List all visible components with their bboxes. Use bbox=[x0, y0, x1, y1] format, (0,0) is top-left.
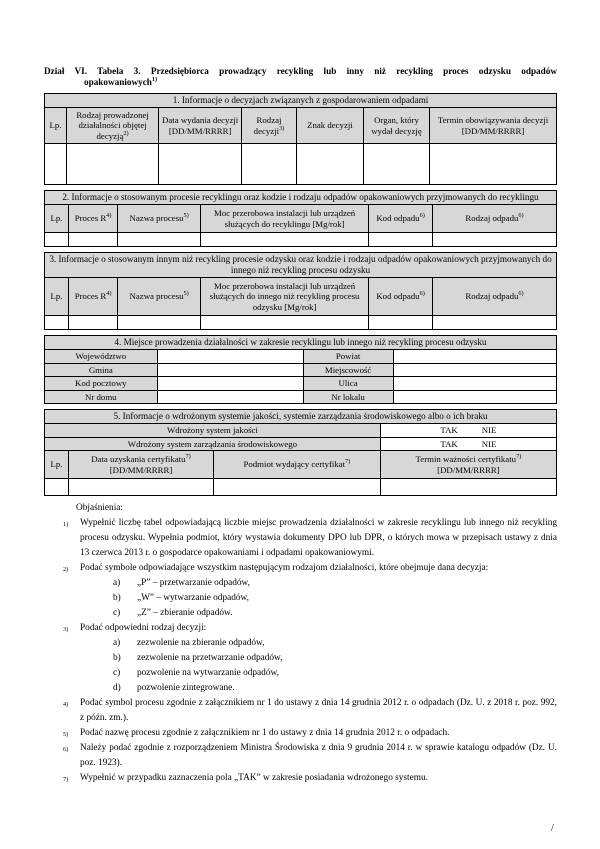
footnote-text: Wypełnić w przypadku zaznaczenia pola „TAK” w zakresie posiadania wdrożonego systemu. bbox=[80, 773, 428, 783]
table1-header-row bbox=[45, 108, 557, 144]
yes-option: TAK bbox=[440, 425, 458, 435]
field-kod-pocztowy bbox=[157, 377, 303, 391]
label-wojewodztwo: Województwo bbox=[45, 350, 158, 364]
table-business-location bbox=[44, 335, 557, 404]
label-nr-lokalu: Nr lokalu bbox=[303, 390, 393, 404]
footnote-marker: 7) bbox=[63, 776, 69, 783]
footnote-5 bbox=[63, 726, 557, 741]
footnote-2-item-b: b) „W” – wytwarzanie odpadów, bbox=[113, 593, 249, 603]
label-quality-system: Wdrożony system jakości bbox=[45, 424, 381, 438]
empty-data-cell bbox=[69, 233, 118, 247]
table-other-recovery-process bbox=[44, 252, 557, 330]
section4-header: 4. Miejsce prowadzenia działalności w zakresie recyklingu lub innego niż recykling procesu odzysku bbox=[45, 336, 557, 350]
label-miejscowosc: Miejscowość bbox=[303, 363, 393, 377]
page-title-line2 bbox=[44, 77, 557, 88]
label-kod-pocztowy: Kod pocztowy bbox=[45, 377, 158, 391]
footnote-text: Podać symbol procesu zgodnie z załącznikiem nr 1 do ustawy z dnia 14 grudnia 2012 r. o odpadach (Dz. U. z 2018 r. poz. 992, z późn. zm.). bbox=[80, 698, 557, 723]
t3-col-process-r: Proces $R^{4)}$ bbox=[69, 278, 118, 316]
empty-data-cell bbox=[159, 144, 242, 185]
page-title bbox=[44, 66, 557, 88]
t2-col-process-name: Nazwa procesu$^{5)}$ bbox=[118, 205, 201, 233]
empty-data-cell bbox=[67, 144, 159, 185]
footnote-marker: 5) bbox=[63, 731, 69, 738]
table-quality-systems bbox=[44, 409, 557, 496]
empty-data-cell bbox=[433, 233, 557, 247]
section2-header: 2. Informacje o stosowanym procesie recyklingu oraz kodzie i rodzaju odpadów opakowaniowych przyjmowanych do recyklingu bbox=[45, 191, 557, 205]
t1-col-decision-type: Rodzaj decyzji$^{3)}$ bbox=[242, 108, 297, 144]
address-row bbox=[45, 377, 557, 391]
table1-empty-row bbox=[45, 144, 557, 185]
section5-header-row bbox=[45, 410, 557, 424]
section4-header-row bbox=[45, 336, 557, 350]
footnote-1 bbox=[63, 516, 557, 561]
field-miejscowosc bbox=[393, 363, 556, 377]
t3-col-waste-type: Rodzaj odpadu$^{6)}$ bbox=[433, 278, 557, 316]
footnote-text: Podać nazwę procesu zgodnie z załącznikiem nr 1 do ustawy z dnia 14 grudnia 2012 r. o odpadach. bbox=[80, 728, 450, 738]
footnote-2 bbox=[63, 561, 557, 621]
table2-empty-row bbox=[45, 233, 557, 247]
footnote-3-item-d: d) pozwolenie zintegrowane. bbox=[113, 683, 235, 693]
env-system-choice bbox=[380, 437, 556, 451]
footnote-6 bbox=[63, 741, 557, 771]
section3-header-row bbox=[45, 253, 557, 278]
no-option: NIE bbox=[481, 438, 497, 449]
t2-col-capacity: Moc przerobowa instalacji lub urządzeń służących do recyklingu [Mg/rok] bbox=[201, 205, 369, 233]
t1-col-activity-type: Rodzaj prowadzonej działalności objętej decyzją$^{2)}$ bbox=[67, 108, 159, 144]
footnote-text: Należy podać zgodnie z rozporządzeniem Ministra Środowiska z dnia 9 grudnia 2014 r. w sprawie katalogu odpadów (Dz. U. poz. 1923). bbox=[80, 743, 557, 768]
t1-col-validity-term: Termin obowiązywania decyzji [DD/MM/RRRR] bbox=[430, 108, 557, 144]
footnote-2-item-a: a) „P” – przetwarzanie odpadów, bbox=[113, 578, 250, 588]
page-content bbox=[44, 66, 557, 786]
footnote-3 bbox=[63, 621, 557, 696]
table3-empty-row bbox=[45, 316, 557, 330]
field-nr-domu bbox=[157, 390, 303, 404]
page-title-line2-text: opakowaniowych bbox=[84, 77, 152, 87]
t3-col-waste-code: Kod odpadu$^{6)}$ bbox=[369, 278, 433, 316]
footnote-3-item-b: b) zezwolenie na przetwarzanie odpadów, bbox=[113, 653, 283, 663]
empty-data-cell bbox=[45, 233, 69, 247]
t5-col-cert-issuer: Podmiot wydający certyfikat$^{7)}$ bbox=[213, 451, 380, 479]
label-env-system: Wdrożony system zarządzania środowiskowego bbox=[45, 437, 381, 451]
empty-data-cell bbox=[45, 144, 67, 185]
footnote-7 bbox=[63, 771, 557, 786]
table2-header-row bbox=[45, 205, 557, 233]
empty-data-cell bbox=[380, 479, 556, 496]
footnote-3-item-a: a) zezwolenie na zbieranie odpadów, bbox=[113, 638, 265, 648]
t2-col-lp: Lp. bbox=[45, 205, 69, 233]
t2-col-process-r: Proces $R^{4)}$ bbox=[69, 205, 118, 233]
empty-data-cell bbox=[201, 316, 369, 330]
footnote-3-item-c: c) pozwolenie na wytwarzanie odpadów, bbox=[113, 668, 279, 678]
t5-col-cert-validity: Termin ważności certyfikatu$^{7)}$ [DD/MM/RRRR] bbox=[380, 451, 556, 479]
t1-col-issue-date: Data wydania decyzji [DD/MM/RRRR] bbox=[159, 108, 242, 144]
footnote-3-list bbox=[80, 636, 557, 696]
certificate-empty-row bbox=[45, 479, 557, 496]
footnotes bbox=[44, 501, 557, 786]
quality-system-choice bbox=[380, 424, 556, 438]
empty-data-cell bbox=[242, 144, 297, 185]
empty-data-cell bbox=[433, 316, 557, 330]
label-powiat: Powiat bbox=[303, 350, 393, 364]
empty-data-cell bbox=[69, 479, 214, 496]
footnote-marker: 3) bbox=[63, 626, 69, 633]
empty-data-cell bbox=[201, 233, 369, 247]
field-gmina bbox=[157, 363, 303, 377]
empty-data-cell bbox=[69, 316, 118, 330]
empty-data-cell bbox=[430, 144, 557, 185]
footnote-2-list bbox=[80, 576, 557, 621]
address-row bbox=[45, 390, 557, 404]
section3-header: 3. Informacje o stosowanym innym niż recykling procesie odzysku oraz kodzie i rodzaju odpadów opakowaniowych przyjmowanych do innego niż recykling procesu odzysku bbox=[45, 253, 557, 278]
field-nr-lokalu bbox=[393, 390, 556, 404]
quality-system-row bbox=[45, 424, 557, 438]
footnote-4 bbox=[63, 696, 557, 726]
t3-col-process-name: Nazwa procesu$^{5)}$ bbox=[118, 278, 201, 316]
footnote-marker: 4) bbox=[63, 701, 69, 708]
empty-data-cell bbox=[45, 479, 69, 496]
env-system-row bbox=[45, 437, 557, 451]
empty-data-cell bbox=[118, 316, 201, 330]
section1-header-row bbox=[45, 94, 557, 108]
field-powiat bbox=[393, 350, 556, 364]
page-title-line1: Dział VI. Tabela 3. Przedsiębiorca prowadzący recykling lub inny niż recykling proces odzysku odpadów bbox=[44, 66, 557, 76]
no-option: NIE bbox=[481, 425, 497, 435]
footnotes-title: Objaśnienia: bbox=[76, 503, 123, 513]
table3-header-row bbox=[45, 278, 557, 316]
empty-data-cell bbox=[296, 144, 363, 185]
t2-col-waste-type: Rodzaj odpadu$^{6)}$ bbox=[433, 205, 557, 233]
footnote-marker: 1) bbox=[63, 521, 69, 528]
t1-col-lp: Lp. bbox=[45, 108, 67, 144]
section5-header: 5. Informacje o wdrożonym systemie jakości, systemie zarządzania środowiskowego albo o ich braku bbox=[45, 410, 557, 424]
field-ulica bbox=[393, 377, 556, 391]
t2-col-waste-code: Kod odpadu$^{6)}$ bbox=[369, 205, 433, 233]
page-number-marker: / bbox=[551, 823, 554, 834]
address-row bbox=[45, 350, 557, 364]
empty-data-cell bbox=[369, 316, 433, 330]
footnote-marker: 6) bbox=[63, 746, 69, 753]
table-decisions bbox=[44, 93, 557, 185]
section1-header: 1. Informacje o decyzjach związanych z gospodarowaniem odpadami bbox=[45, 94, 557, 108]
certificate-header-row bbox=[45, 451, 557, 479]
footnote-text: Podać symbole odpowiadające wszystkim następującym rodzajom działalności, które obejmuje dana decyzja: bbox=[80, 563, 489, 573]
t5-col-lp: Lp. bbox=[45, 451, 69, 479]
section2-header-row bbox=[45, 191, 557, 205]
field-wojewodztwo bbox=[157, 350, 303, 364]
address-row bbox=[45, 363, 557, 377]
empty-data-cell bbox=[363, 144, 429, 185]
empty-data-cell bbox=[369, 233, 433, 247]
label-nr-domu: Nr domu bbox=[45, 390, 158, 404]
empty-data-cell bbox=[118, 233, 201, 247]
t3-col-capacity: Moc przerobowa instalacji lub urządzeń służących do innego niż recykling procesu odzysku [Mg/rok] bbox=[201, 278, 369, 316]
footnote-text: Wypełnić liczbę tabel odpowiadającą liczbie miejsc prowadzenia działalności w zakresie recyklingu lub innego niż recykling procesu odzysku. Wypełnia podmiot, który wystawia dokumenty DPO lub DPR, o których mowa w przepisach ustawy z dnia 13 czerwca 2013 r. o gospodarce opakowaniami i odpadami opakowaniowymi. bbox=[80, 518, 557, 558]
label-gmina: Gmina bbox=[45, 363, 158, 377]
empty-data-cell bbox=[45, 316, 69, 330]
page-title-footnote-ref: 1) bbox=[151, 75, 158, 83]
footnote-text: Podać odpowiedni rodzaj decyzji: bbox=[80, 623, 207, 633]
t1-col-decision-sign: Znak decyzji bbox=[296, 108, 363, 144]
table-recycling-process bbox=[44, 190, 557, 247]
t5-col-cert-date: Data uzyskania certyfikatu$^{7)}$ [DD/MM/RRRR] bbox=[69, 451, 214, 479]
footnote-marker: 2) bbox=[63, 566, 69, 573]
yes-option: TAK bbox=[440, 438, 458, 449]
t3-col-lp: Lp. bbox=[45, 278, 69, 316]
empty-data-cell bbox=[213, 479, 380, 496]
label-ulica: Ulica bbox=[303, 377, 393, 391]
t1-col-issuing-authority: Organ, który wydał decyzję bbox=[363, 108, 429, 144]
footnote-2-item-c: c) „Z” – zbieranie odpadów. bbox=[113, 608, 233, 618]
